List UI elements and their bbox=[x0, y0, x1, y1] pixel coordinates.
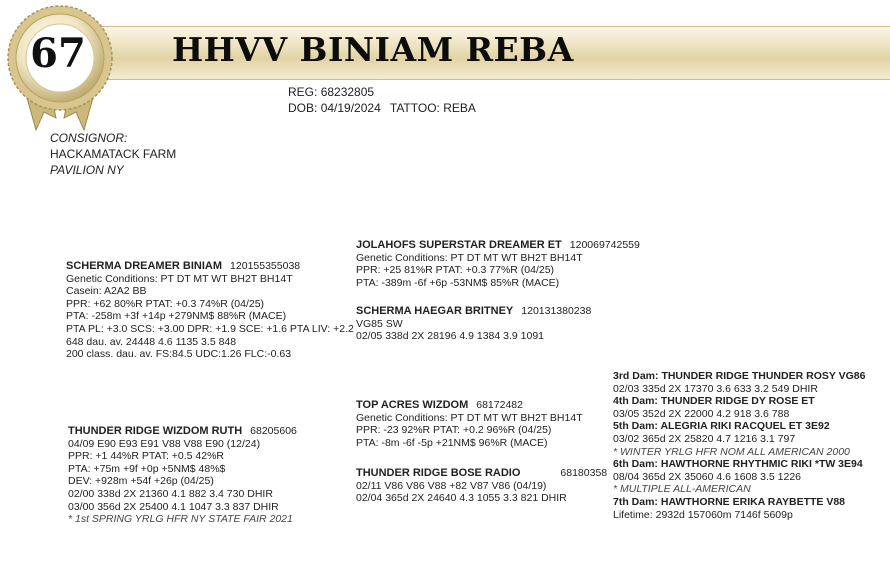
registration-info bbox=[288, 84, 476, 116]
dam-line: 04/09 E90 E93 E91 V88 V88 E90 (12/24) bbox=[68, 437, 261, 450]
sire-sire-line: PPR: +25 81%R PTAT: +0.3 77%R (04/25) bbox=[356, 264, 555, 277]
dam-4-label: 4th Dam: bbox=[613, 395, 658, 408]
sire-sire-name: JOLAHOFS SUPERSTAR DREAMER ET bbox=[356, 239, 562, 251]
dam-dam-reg: 68180358 bbox=[560, 467, 608, 479]
dam-3-label: 3rd Dam: bbox=[613, 370, 659, 382]
consignor-name: HACKAMATACK FARM bbox=[50, 147, 177, 161]
dam-dam-block bbox=[356, 467, 607, 505]
consignor-block bbox=[50, 130, 176, 178]
sire-sire-line: PTA: -389m -6f +6p -53NM$ 85%R (MACE) bbox=[356, 276, 560, 289]
dam-dam-line: 02/11 V86 V86 V88 +82 V87 V86 (04/19) bbox=[356, 479, 547, 492]
dam-6-label: 6th Dam: bbox=[613, 458, 658, 471]
lot-number: 67 bbox=[30, 30, 86, 77]
reg-label: REG: bbox=[288, 85, 318, 99]
animal-name: HHVV BINIAM REBA bbox=[172, 30, 574, 69]
dam-5-label: 5th Dam: bbox=[613, 420, 658, 433]
sire-name: SCHERMA DREAMER BINIAM bbox=[66, 260, 223, 272]
sire-dam-reg: 120131380238 bbox=[521, 305, 592, 317]
dam-sire-line: Genetic Conditions: PT DT MT WT BH2T BH14T bbox=[356, 411, 583, 424]
dam-4-record: 03/05 352d 2X 22000 4.2 918 3.6 788 bbox=[613, 407, 790, 420]
sire-line: 200 class. dau. av. FS:84.5 UDC:1.26 FLC:-0.63 bbox=[66, 348, 292, 361]
dam-5-note: * WINTER YRLG HFR NOM ALL AMERICAN 2000 bbox=[613, 445, 850, 458]
dam-reg: 68205606 bbox=[250, 425, 297, 437]
dam-6-record: 08/04 365d 2X 35060 4.6 1608 3.5 1226 bbox=[613, 470, 802, 483]
sire-line: PTA PL: +3.0 SCS: +3.00 DPR: +1.9 SCE: +1.6 PTA LIV: +2.2 bbox=[66, 322, 354, 335]
dam-dam-name: THUNDER RIDGE BOSE RADIO bbox=[356, 467, 521, 479]
dam-7-heading bbox=[613, 496, 865, 509]
dam-5-record: 03/02 365d 2X 25820 4.7 1216 3.1 797 bbox=[613, 432, 796, 445]
dam-sire-block bbox=[356, 399, 583, 449]
sire-line: Casein: A2A2 BB bbox=[66, 285, 147, 298]
sire-dam-line: VG85 SW bbox=[356, 317, 403, 330]
dam-3-heading bbox=[613, 370, 865, 383]
sire-line: 648 dau. av. 24448 4.6 1135 3.5 848 bbox=[66, 335, 237, 348]
sire-sire-reg: 120069742559 bbox=[569, 239, 640, 251]
dam-3-score: VG86 bbox=[838, 370, 866, 382]
sire-block bbox=[66, 260, 354, 361]
dam-line: PTA: +75m +9f +0p +5NM$ 48%$ bbox=[68, 462, 226, 475]
tattoo-value: REBA bbox=[443, 101, 476, 115]
consignor-label: CONSIGNOR: bbox=[50, 131, 128, 145]
dam-sire-reg: 68172482 bbox=[476, 399, 523, 411]
dam-6-note: * MULTIPLE ALL-AMERICAN bbox=[613, 483, 751, 496]
dob-value: 04/19/2024 bbox=[320, 101, 381, 115]
dam-3-name: THUNDER RIDGE THUNDER ROSY bbox=[661, 370, 836, 382]
dam-line: 02/00 338d 2X 21360 4.1 882 3.4 730 DHIR bbox=[68, 487, 273, 500]
dam-line: 03/00 356d 2X 25400 4.1 1047 3.3 837 DHIR bbox=[68, 500, 279, 513]
sire-sire-line: Genetic Conditions: PT DT MT WT BH2T BH14T bbox=[356, 251, 583, 264]
sire-dam-name: SCHERMA HAEGAR BRITNEY bbox=[356, 305, 514, 317]
dam-7-label: 7th Dam: bbox=[613, 495, 658, 508]
dam-6-name: HAWTHORNE RHYTHMIC RIKI *TW 3E94 bbox=[660, 458, 863, 471]
dam-sire-line: PTA: -8m -6f -5p +21NM$ 96%R (MACE) bbox=[356, 436, 548, 449]
reg-value: 68232805 bbox=[320, 85, 375, 99]
dam-7-record: Lifetime: 2932d 157060m 7146f 5609p bbox=[613, 508, 793, 521]
dam-5-heading bbox=[613, 420, 865, 433]
sire-reg: 120155355038 bbox=[230, 260, 301, 272]
dam-4-name: THUNDER RIDGE DY ROSE ET bbox=[660, 395, 815, 408]
sire-dam-block bbox=[356, 305, 591, 343]
dam-5-name: ALEGRIA RIKI RACQUEL ET 3E92 bbox=[660, 420, 830, 433]
dam-block bbox=[68, 425, 297, 526]
sire-line: PTA: -258m +3f +14p +279NM$ 88%R (MACE) bbox=[66, 310, 287, 323]
sire-dam-line: 02/05 338d 2X 28196 4.9 1384 3.9 1091 bbox=[356, 330, 545, 343]
dob-label: DOB: bbox=[288, 101, 318, 115]
tattoo-label: TATTOO: bbox=[389, 101, 440, 115]
dam-line: DEV: +928m +54f +26p (04/25) bbox=[68, 475, 214, 488]
dam-7-name: HAWTHORNE ERIKA RAYBETTE V88 bbox=[660, 495, 846, 508]
dam-note: * 1st SPRING YRLG HFR NY STATE FAIR 2021 bbox=[68, 513, 293, 526]
dam-name: THUNDER RIDGE WIZDOM RUTH bbox=[68, 425, 243, 437]
dam-line: PPR: +1 44%R PTAT: +0.5 42%R bbox=[68, 450, 225, 463]
dam-6-heading bbox=[613, 458, 865, 471]
sire-line: Genetic Conditions: PT DT MT WT BH2T BH14T bbox=[66, 272, 293, 285]
dam-3-record: 02/03 335d 2X 17370 3.6 633 3.2 549 DHIR bbox=[613, 382, 818, 395]
sire-sire-block bbox=[356, 239, 640, 289]
dam-4-heading bbox=[613, 395, 865, 408]
dam-sire-name: TOP ACRES WIZDOM bbox=[356, 399, 469, 411]
maternal-line-block bbox=[613, 370, 865, 521]
dam-dam-line: 02/04 365d 2X 24640 4.3 1055 3.3 821 DHIR bbox=[356, 492, 567, 505]
consignor-location: PAVILION NY bbox=[50, 163, 124, 177]
sire-line: PPR: +62 80%R PTAT: +0.3 74%R (04/25) bbox=[66, 297, 265, 310]
dam-sire-line: PPR: -23 92%R PTAT: +0.2 96%R (04/25) bbox=[356, 424, 552, 437]
